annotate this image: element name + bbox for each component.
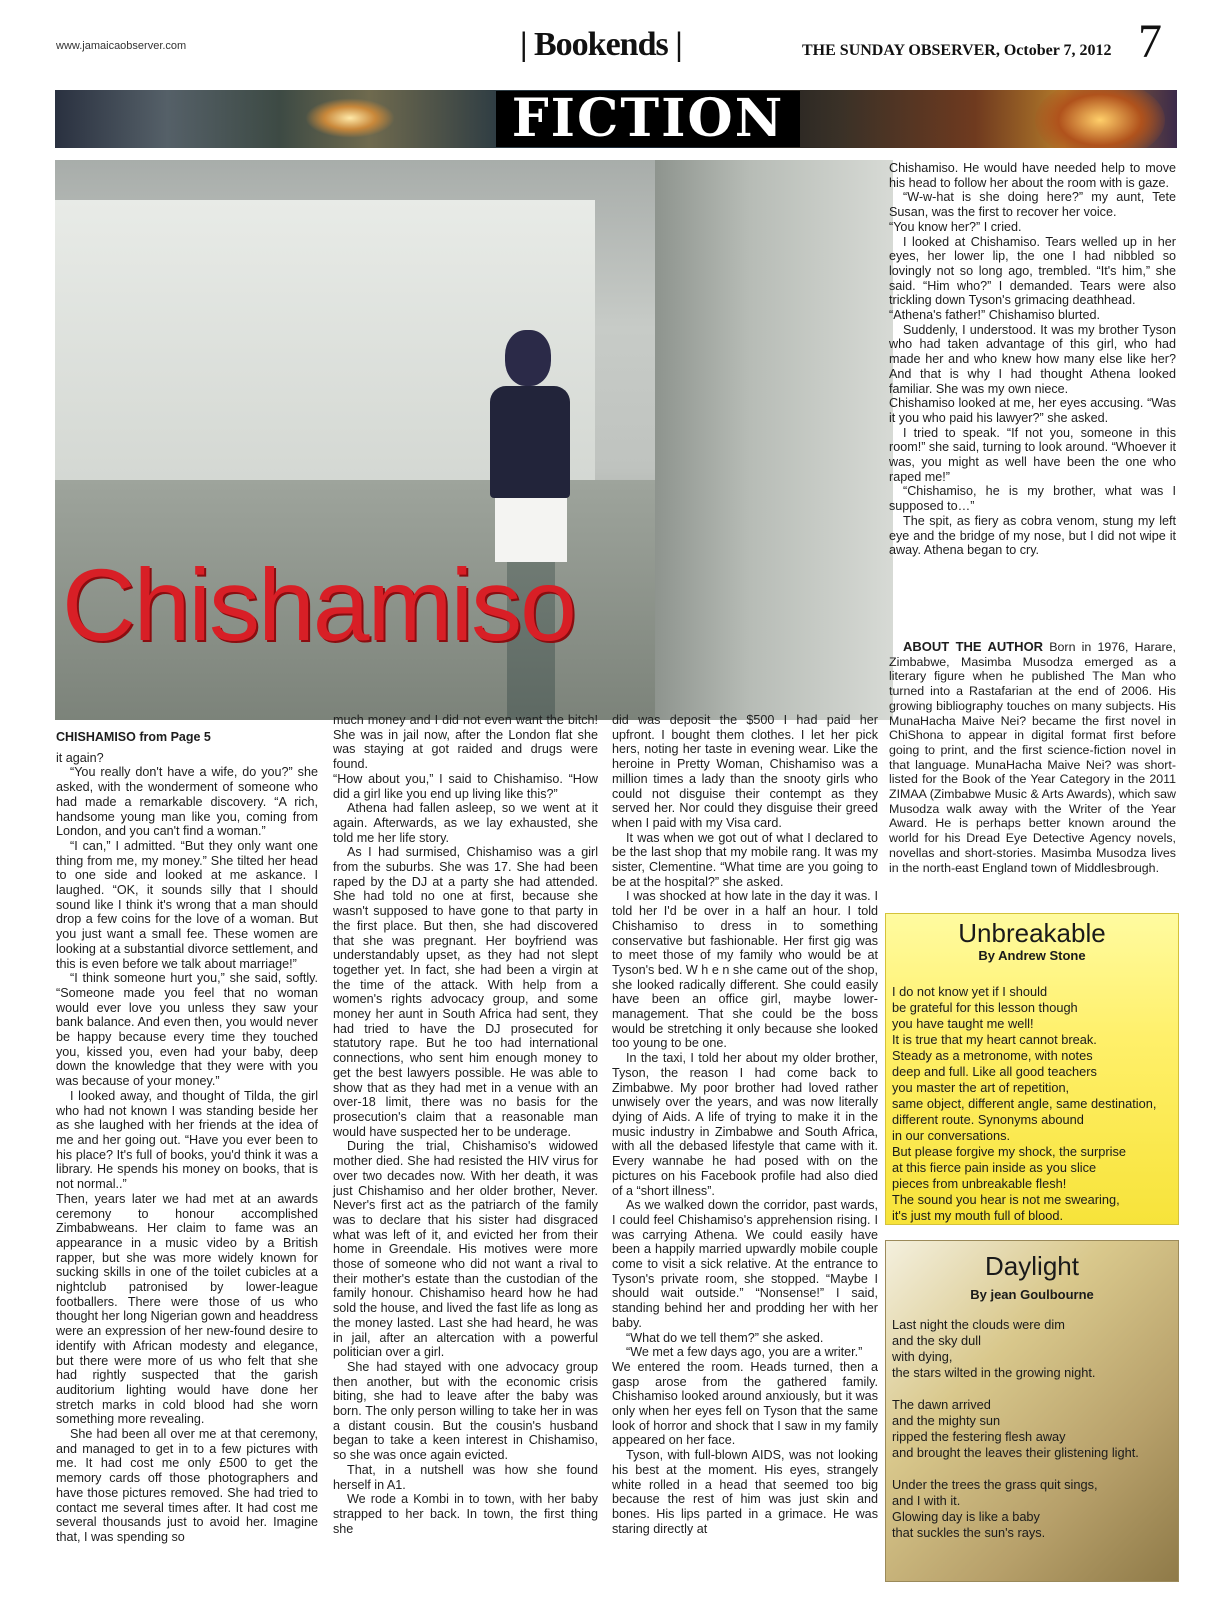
paragraph: As I had surmised, Chishamiso was a girl from the suburbs. She was 17. She had been raped by the DJ at a party she had attended. She had told no one at first, because she wasn't supposed to have gone to that party in the first place. But then, she had discovered that she was pregnant. Her boyfriend was understandably upset, as they had not slept together yet. In fact, she had been a virgin at the time of the attack. With help from a women's rights advocacy group, and some money her aunt in South Africa had sent, they had tried to have the DJ prosecuted for statutory rape. But he too had international connections, who sent him enough money to get the best lawyers possible. He was able to show that as they had met in a venue with an over-18 limit, there was no basis for the prosecution's claim that a reasonable man would have suspected her to be underage. [333,845,598,1139]
paragraph: “I can,” I admitted. “But they only want one thing from me, my money.” She tilted her head to one side and looked at me askance. I laughed. “OK, it sounds silly that I should sound like I think it's wrong that a man should drop a few coins for the love of a woman. But you just want a small fee. These women are looking at a substantial divorce settlement, and this is even before we talk about marriage!” [56,838,318,971]
paragraph: Then, years later we had met at an awards ceremony to honour accomplished Zimbabweans. Her claim to fame was an appearance in a music video by a British rapper, but she was more widely known for sucking skills in one of the toilet cubicles at a nightclub patronised by lower-league footballers. There were those of us who thought her long Nigerian gown and headdress were an expression of her new-found desire to identify with African modesty and elegance, but there were more of us who felt that she had rightly suspected that the garish auditorium lighting would have done her stretch marks in cold blood had she worn something more revealing. [56,1191,318,1427]
poem-line: It is true that my heart cannot break. [892,1032,1097,1047]
poem-line: you have taught me well! [892,1016,1034,1031]
paragraph: did was deposit the $500 I had paid her upfront. I bought them clothes. I let her pick hers, noting her taste in evening wear. Like the heroine in Pretty Woman, Chishamiso was a million times a lady than the snooty girls who could not disguise their contempt as they served her. Nor could they disguise their greed when I paid with my Visa card. [612,713,878,830]
publication-dateline: THE SUNDAY OBSERVER, October 7, 2012 [802,42,1112,59]
paragraph: I looked away, and thought of Tilda, the girl who had not known I was standing beside her as she laughed with her friends at the idea of me and her going out. “Have you ever been to his place? It's full of books, you'd think it was a library. He spends his money on books, that is not normal..” [56,1088,318,1192]
story-column-3 [612,713,878,1536]
about-text: Born in 1976, Harare, Zimbabwe, Masimba Musodza emerged as a literary figure when he published The Man who turned into a Rastafarian at the end of 2006. His growing bibliography touches on many subjects. His MunaHacha Maive Nei? became the first novel in ChiShona to appear in digital format first before going to print, and the first science-fiction novel in that language. MunaHacha Maive Nei? was short-listed for the Book of the Year Category in the 2011 ZIMAA (Zimbabwe Music & Arts Awards), which saw Musodza walk away with the Writer of the Year Award. He is perhaps better known around the world for his Dread Eye Detective Agency novels, novellas and short-stories. Masimba Musodza lives in the north-east England town of Middlesbrough. [889,640,1176,875]
paragraph: “We met a few days ago, you are a writer.” [626,1345,863,1360]
paragraph: That, in a nutshell was how she found herself in A1. [333,1462,598,1492]
poem-line: Under the trees the grass quit sings, [892,1477,1098,1492]
poem-line: The sound you hear is not me swearing, [892,1192,1120,1207]
poem-line: deep and full. Like all good teachers [892,1064,1097,1079]
paragraph: During the trial, Chishamiso's widowed mother died. She had resisted the HIV virus for over two decades now. With her death, it was just Chishamiso and her older brother, Never. Never's first act as the patriarch of the family was to declare that his sister had disgraced what was left of it, and evicted her from their home in Greendale. His motives were more those of someone who did not want a rival to their mother's estate than the custodian of the family honour. Chishamiso heard how he had sold the house, and lived the fast life as long as the money lasted. Last she had heard, he was in jail, after an altercation with a powerful politician over a girl. [333,1139,598,1360]
poem-line: Glowing day is like a baby [892,1509,1040,1524]
story-column-2 [333,713,598,1536]
poem-line: same object, different angle, same destination, [892,1096,1157,1111]
poem-box-unbreakable [885,913,1179,1225]
paragraph: much money and I did not even want the bitch! She was in jail now, after the London flat she was staying at got raided and drugs were found. [333,713,598,772]
figure-jacket [490,386,570,498]
paragraph: We entered the room. Heads turned, then a gasp arose from the gathered family. Chishamiso looked around anxiously, but it was only when her eyes fell on Tyson that the same look of horror and shock that I saw in my family appeared on her face. [612,1359,878,1448]
paragraph: She had stayed with one advocacy group then another, but with the economic crisis biting, she had to leave after the baby was born. The only person willing to take her in was a distant cousin. But the cousin's husband began to take a keen interest in Chishamiso, so she was once again evicted. [333,1359,598,1463]
story-column-1 [56,730,318,1545]
poem-line: Last night the clouds were dim [892,1317,1065,1332]
paragraph: “I think someone hurt you,” she said, softly. “Someone made you feel that no woman would ever love you unless they saw your bank balance. And even then, you would never be happy because every time they touched you, kissed you, even had your baby, deep down the knowledge that they were with you was because of your money.” [56,971,318,1089]
jump-line: CHISHAMISO from Page 5 [56,730,211,744]
paragraph: As we walked down the corridor, past wards, I could feel Chishamiso's apprehension rising. I was carrying Athena. We could easily have been a happily married upwardly mobile couple come to visit a sick relative. At the entrance to Tyson's private room, she stopped. “Maybe I should wait outside.” “Nonsense!” I said, standing behind her and prodding her with her baby. [612,1198,878,1330]
about-lead: ABOUT THE AUTHOR [903,639,1044,654]
poem-line [892,1381,1172,1397]
poem-line: different route. Synonyms abound [892,1112,1084,1127]
poem-line: the stars wilted in the growing night. [892,1365,1096,1380]
poem-line [892,1461,1172,1477]
paragraph: I looked at Chishamiso. Tears welled up in her eyes, her lower lip, the one I had nibbled so lovingly not so long ago, trembled. “It's him,” she said. “Him who?” I demanded. Tears were also trickling down Tyson's grimacing deathhead. [889,234,1176,308]
poem-line: be grateful for this lesson though [892,1000,1078,1015]
paragraph: Suddenly, I understood. It was my brother Tyson who had taken advantage of this girl, who had made her and who knew how many else like her? And that is why I had thought Athena looked familiar. She was my own niece. [889,322,1176,396]
paragraph: “W-w-hat is she doing here?” my aunt, Tete Susan, was the first to recover her voice. [889,190,1176,220]
paragraph: I tried to speak. “If not you, someone in this room!” she said, turning to look around. “Whoever it was, you might as well have been the one who raped me!” [889,425,1176,484]
poem-line: and I with it. [892,1493,961,1508]
poem-box-daylight [885,1240,1179,1582]
banner-title: FICTION [496,91,800,147]
paragraph: I was shocked at how late in the day it was. I told her I'd be over in a half an hour. I told Chishamiso to dress in to something conservative but fashionable. Her first gig was to meet those of my family who would be at Tyson's bed. W h e n she came out of the shop, she looked radically different. She could easily have been an office girl, maybe lower-management. That she could be the boss would be stretching it only because she looked too young to be one. [612,889,878,1051]
paragraph: The spit, as fiery as cobra venom, stung my left eye and the bridge of my nose, but I did not wipe it away. Athena began to cry. [889,513,1176,558]
story-column-4 [889,161,1176,558]
poem-text [892,1317,1172,1541]
poem-line: it's just my mouth full of blood. [892,1208,1064,1223]
poem-line: The dawn arrived [892,1397,991,1412]
poem-title: Daylight [985,1251,1079,1281]
about-the-author [889,640,1176,875]
paragraph: Tyson, with full-blown AIDS, was not looking his best at the moment. His eyes, strangely white rolled in a head that seemed too big because the rest of him was just skin and bones. His lips parted in a grimace. He was staring directly at [612,1448,878,1536]
poem-line: and the sky dull [892,1333,981,1348]
paragraph: Athena had fallen asleep, so we went at it again. Afterwards, as we lay exhausted, she told me her life story. [333,801,598,845]
paragraph: In the taxi, I told her about my older brother, Tyson, the reason I had come back to Zimbabwe. My poor brother had loved rather unwisely over the years, and was now literally dying of Aids. A life of trying to make it in the music industry in Zimbabwe and South Africa, with all the debased lifestyle that came with it. Every wannabe he had posed with on the pictures on his Facebook profile had also died of a “short illness”. [612,1051,878,1198]
poem-line: that suckles the sun's rays. [892,1525,1046,1540]
figure-head [505,330,551,386]
poem-line: and brought the leaves their glistening light. [892,1445,1139,1460]
poem-line: pieces from unbreakable flesh! [892,1176,1067,1191]
poem-line: ripped the festering flesh away [892,1429,1066,1444]
paragraph: We rode a Kombi in to town, with her baby strapped to her back. In town, the first thing she [333,1492,598,1536]
poem-line: at this fierce pain inside as you slice [892,1160,1097,1175]
poem-line: Steady as a metronome, with notes [892,1048,1093,1063]
paragraph: “Athena's father!” Chishamiso blurted. [889,308,1101,323]
poem-byline: By Andrew Stone [978,948,1086,963]
poem-line: with dying, [892,1349,953,1364]
paragraph: Chishamiso looked at me, her eyes accusing. “Was it you who paid his lawyer?” she asked. [889,396,1176,425]
paragraph: She had been all over me at that ceremony, and managed to get in to a few pictures with me. It had cost me only £500 to get the memory cards off those photographers and have those pictures removed. She had tried to contact me several times after. It had cost me several thousands just to avoid her. Imagine that, I was spending so [56,1427,318,1544]
paragraph: “What do we tell them?” she asked. [626,1330,824,1345]
section-label: | Bookends | [520,26,682,63]
paragraph: “You really don't have a wife, do you?” she asked, with the wonderment of someone who had made a remarkable discovery. “A rich, handsome young man like you, coming from London, and you can't find a woman.” [56,765,318,839]
page-number: 7 [1138,15,1162,68]
poem-title: Unbreakable [958,918,1106,948]
poem-line: I do not know yet if I should [892,984,1048,999]
paragraph: It was when we got out of what I declared to be the last shop that my mobile rang. It was my sister, Clementine. “What time are you going to be at the hospital?” she asked. [612,830,878,889]
story-title: Chishamiso [62,548,575,662]
hero-pillar [655,160,893,720]
banner-fire-glow [1035,90,1165,148]
paragraph: Chishamiso. He would have needed help to move his head to follow her about the room with is gaze. [889,161,1176,190]
paragraph: it again? [56,750,104,765]
paragraph: “How about you,” I said to Chishamiso. “How did a girl like you end up living like this?” [333,771,598,801]
poem-line: But please forgive my shock, the surprise [892,1144,1127,1159]
banner-light-glow [305,98,395,138]
poem-line: you master the art of repetition, [892,1080,1070,1095]
poem-text [892,984,1172,1224]
paragraph: “You know her?” I cried. [889,219,1022,234]
paragraph: “Chishamiso, he is my brother, what was I supposed to…” [889,484,1176,514]
site-url[interactable]: www.jamaicaobserver.com [56,40,187,52]
poem-byline: By jean Goulbourne [970,1287,1094,1302]
poem-line: and the mighty sun [892,1413,1001,1428]
poem-line: in our conversations. [892,1128,1011,1143]
